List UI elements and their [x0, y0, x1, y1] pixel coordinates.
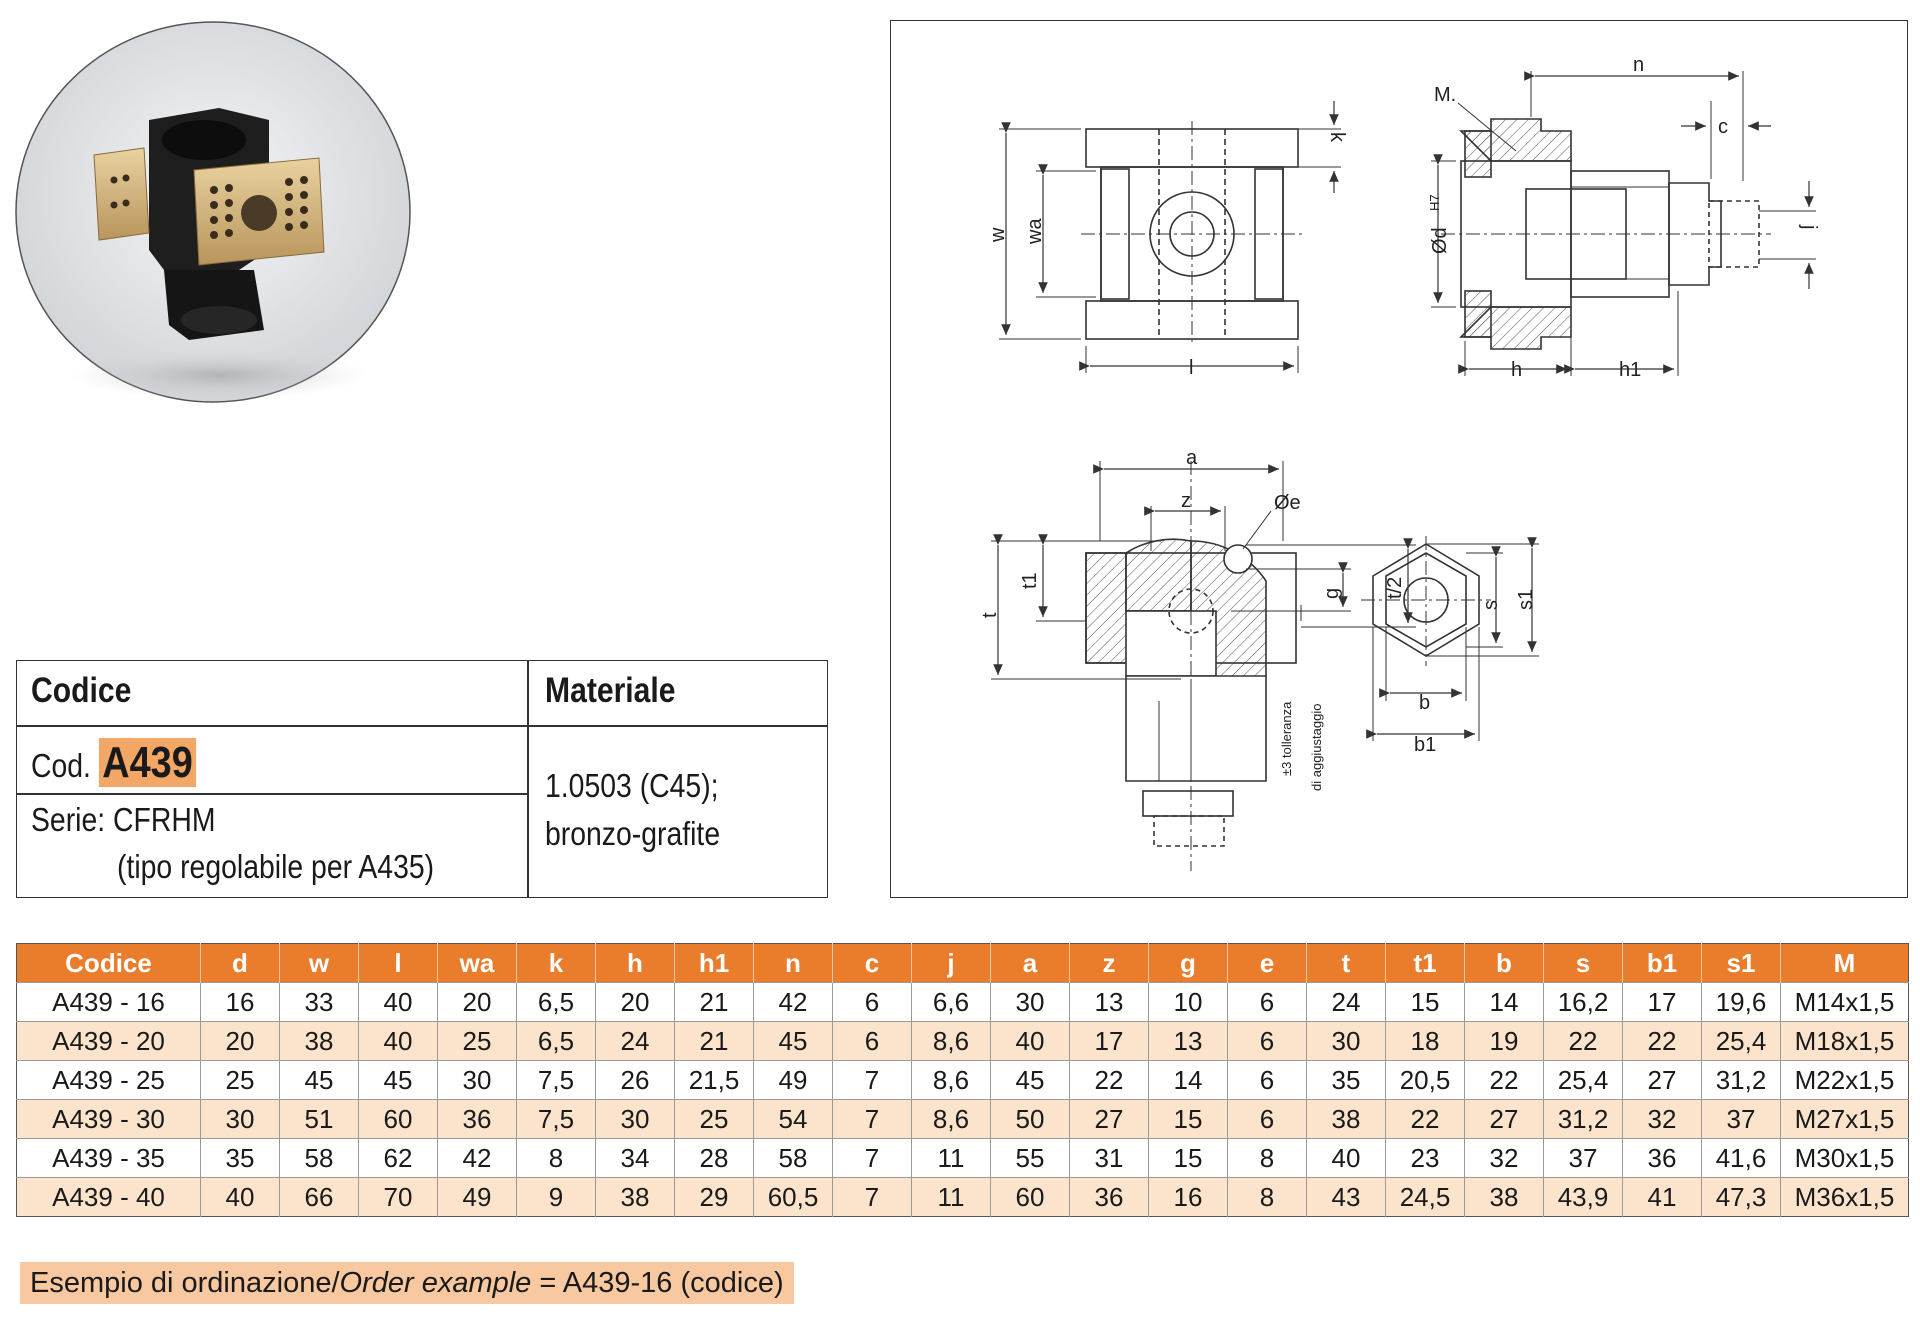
table-cell: 22 — [1386, 1100, 1465, 1139]
table-header-cell: h1 — [675, 944, 754, 983]
table-cell: 30 — [1307, 1022, 1386, 1061]
table-header-cell: M — [1781, 944, 1909, 983]
table-cell: 31 — [1070, 1139, 1149, 1178]
table-cell: 45 — [754, 1022, 833, 1061]
bottom-section-view — [991, 461, 1416, 871]
table-cell: 36 — [1623, 1139, 1702, 1178]
table-header-cell: z — [1070, 944, 1149, 983]
table-cell: 8 — [1228, 1178, 1307, 1217]
label-t1: t1 — [1019, 572, 1041, 589]
table-cell: 8,6 — [912, 1100, 991, 1139]
table-cell: 37 — [1544, 1139, 1623, 1178]
info-table — [16, 660, 828, 898]
table-cell: 60 — [991, 1178, 1070, 1217]
table-cell: 14 — [1465, 983, 1544, 1022]
table-header-cell: Codice — [17, 944, 201, 983]
table-header-cell: k — [517, 944, 596, 983]
table-header-cell: n — [754, 944, 833, 983]
table-cell: M14x1,5 — [1781, 983, 1909, 1022]
table-header-cell: b1 — [1623, 944, 1702, 983]
table-header-cell: a — [991, 944, 1070, 983]
label-tol1: ±3 tolleranza — [1279, 701, 1294, 776]
table-cell: 31,2 — [1544, 1100, 1623, 1139]
table-cell: 40 — [1307, 1139, 1386, 1178]
table-cell: 32 — [1623, 1100, 1702, 1139]
table-cell: 7,5 — [517, 1061, 596, 1100]
table-cell: A439 - 16 — [17, 983, 201, 1022]
table-cell: 45 — [359, 1061, 438, 1100]
table-cell: 41,6 — [1702, 1139, 1781, 1178]
table-cell: 27 — [1070, 1100, 1149, 1139]
table-cell: 24 — [1307, 983, 1386, 1022]
table-cell: 21,5 — [675, 1061, 754, 1100]
label-s: s — [1480, 600, 1502, 610]
table-row — [17, 1061, 1909, 1100]
table-cell: 6 — [1228, 983, 1307, 1022]
table-cell: 41 — [1623, 1178, 1702, 1217]
table-cell: 36 — [1070, 1178, 1149, 1217]
table-cell: 40 — [359, 983, 438, 1022]
table-cell: 8,6 — [912, 1022, 991, 1061]
table-cell: 8,6 — [912, 1061, 991, 1100]
table-cell: 6 — [833, 983, 912, 1022]
table-cell: 35 — [201, 1139, 280, 1178]
materiale-header: Materiale — [545, 671, 676, 710]
table-cell: 17 — [1070, 1022, 1149, 1061]
table-cell: 26 — [596, 1061, 675, 1100]
label-g: g — [1321, 587, 1343, 599]
table-cell: 25,4 — [1702, 1022, 1781, 1061]
serie-line-1: Serie: CFRHM — [31, 801, 216, 838]
label-z: z — [1181, 490, 1191, 512]
label-b1: b1 — [1414, 734, 1437, 756]
table-cell: 55 — [991, 1139, 1070, 1178]
label-w: w — [987, 227, 1009, 242]
label-m: M. — [1434, 84, 1457, 106]
label-s1: s1 — [1515, 588, 1537, 610]
table-cell: M36x1,5 — [1781, 1178, 1909, 1217]
table-cell: 30 — [596, 1100, 675, 1139]
table-header-cell: l — [359, 944, 438, 983]
table-cell: 60 — [359, 1100, 438, 1139]
table-body — [17, 983, 1909, 1217]
cod-prefix: Cod. — [31, 747, 91, 784]
table-cell: 35 — [1307, 1061, 1386, 1100]
table-cell: 30 — [201, 1100, 280, 1139]
table-cell: 21 — [675, 1022, 754, 1061]
table-cell: 49 — [754, 1061, 833, 1100]
label-d: Ød — [1429, 227, 1451, 254]
table-cell: A439 - 20 — [17, 1022, 201, 1061]
table-header-cell: j — [912, 944, 991, 983]
front-view — [999, 101, 1341, 373]
table-cell: 43 — [1307, 1178, 1386, 1217]
table-header-cell: t — [1307, 944, 1386, 983]
codice-header: Codice — [31, 671, 132, 710]
table-cell: 13 — [1149, 1022, 1228, 1061]
table-cell: 16,2 — [1544, 983, 1623, 1022]
table-row — [17, 1178, 1909, 1217]
table-cell: 18 — [1386, 1022, 1465, 1061]
label-h1: h1 — [1619, 359, 1642, 381]
table-cell: 20,5 — [1386, 1061, 1465, 1100]
table-cell: 7,5 — [517, 1100, 596, 1139]
table-cell: 47,3 — [1702, 1178, 1781, 1217]
table-cell: 7 — [833, 1061, 912, 1100]
table-cell: 8 — [517, 1139, 596, 1178]
table-cell: 45 — [991, 1061, 1070, 1100]
table-cell: 8 — [1228, 1139, 1307, 1178]
table-cell: 23 — [1386, 1139, 1465, 1178]
table-cell: 34 — [596, 1139, 675, 1178]
table-header-row — [17, 944, 1909, 983]
table-cell: 50 — [991, 1100, 1070, 1139]
table-cell: 22 — [1623, 1022, 1702, 1061]
order-italic: Order example — [339, 1267, 532, 1299]
table-cell: 7 — [833, 1178, 912, 1217]
table-cell: 30 — [991, 983, 1070, 1022]
label-c: c — [1718, 116, 1728, 138]
table-header-cell: s — [1544, 944, 1623, 983]
table-cell: 30 — [438, 1061, 517, 1100]
table-cell: 58 — [280, 1139, 359, 1178]
table-cell: 25,4 — [1544, 1061, 1623, 1100]
table-header-cell: d — [201, 944, 280, 983]
table-cell: 28 — [675, 1139, 754, 1178]
label-h: h — [1511, 359, 1523, 381]
table-cell: 36 — [438, 1100, 517, 1139]
table-cell: 31,2 — [1702, 1061, 1781, 1100]
table-header-cell: wa — [438, 944, 517, 983]
table-cell: 66 — [280, 1178, 359, 1217]
table-row — [17, 1100, 1909, 1139]
order-suffix: = A439-16 (codice) — [531, 1267, 784, 1299]
table-cell: 22 — [1070, 1061, 1149, 1100]
label-t: t — [979, 612, 1001, 618]
table-cell: 40 — [201, 1178, 280, 1217]
table-cell: 20 — [201, 1022, 280, 1061]
table-cell: 38 — [1307, 1100, 1386, 1139]
label-wa: wa — [1024, 218, 1046, 244]
table-cell: 6 — [1228, 1022, 1307, 1061]
table-cell: A439 - 30 — [17, 1100, 201, 1139]
table-cell: 15 — [1386, 983, 1465, 1022]
technical-drawing — [890, 20, 1908, 898]
table-cell: 20 — [438, 983, 517, 1022]
label-t2: t/2 — [1384, 576, 1406, 599]
label-n: n — [1633, 54, 1645, 76]
table-cell: 27 — [1623, 1061, 1702, 1100]
table-cell: 6,6 — [912, 983, 991, 1022]
table-cell: 25 — [201, 1061, 280, 1100]
table-cell: 29 — [675, 1178, 754, 1217]
table-cell: 38 — [280, 1022, 359, 1061]
table-cell: 43,9 — [1544, 1178, 1623, 1217]
table-cell: 40 — [359, 1022, 438, 1061]
table-cell: 11 — [912, 1139, 991, 1178]
table-cell: 32 — [1465, 1139, 1544, 1178]
cod-line — [31, 739, 196, 790]
table-cell: 70 — [359, 1178, 438, 1217]
table-cell: 14 — [1149, 1061, 1228, 1100]
table-cell: 37 — [1702, 1100, 1781, 1139]
table-cell: 38 — [596, 1178, 675, 1217]
table-cell: 7 — [833, 1100, 912, 1139]
material-line-2: bronzo-grafite — [545, 815, 721, 852]
label-j: j — [1798, 225, 1820, 230]
label-dh7: H7 — [1427, 194, 1442, 211]
serie-line-2: (tipo regolabile per A435) — [117, 848, 435, 885]
table-header-cell: g — [1149, 944, 1228, 983]
table-cell: 25 — [675, 1100, 754, 1139]
table-cell: 6 — [1228, 1100, 1307, 1139]
product-photo — [14, 20, 412, 404]
table-cell: 42 — [438, 1139, 517, 1178]
label-a: a — [1186, 447, 1198, 469]
order-example — [20, 1262, 794, 1304]
table-cell: 42 — [754, 983, 833, 1022]
table-cell: 20 — [596, 983, 675, 1022]
table-cell: 62 — [359, 1139, 438, 1178]
table-cell: 11 — [912, 1178, 991, 1217]
table-cell: A439 - 35 — [17, 1139, 201, 1178]
table-cell: 17 — [1623, 983, 1702, 1022]
label-tol2: di aggiustaggio — [1309, 703, 1324, 791]
table-cell: M22x1,5 — [1781, 1061, 1909, 1100]
table-cell: 51 — [280, 1100, 359, 1139]
table-cell: 25 — [438, 1022, 517, 1061]
table-cell: 27 — [1465, 1100, 1544, 1139]
table-cell: 10 — [1149, 983, 1228, 1022]
hex-view — [1361, 536, 1539, 741]
table-cell: 22 — [1544, 1022, 1623, 1061]
table-cell: 6 — [833, 1022, 912, 1061]
table-cell: 19 — [1465, 1022, 1544, 1061]
table-row — [17, 983, 1909, 1022]
table-cell: 16 — [1149, 1178, 1228, 1217]
table-cell: 22 — [1465, 1061, 1544, 1100]
table-cell: 60,5 — [754, 1178, 833, 1217]
table-cell: 9 — [517, 1178, 596, 1217]
table-header-cell: w — [280, 944, 359, 983]
table-cell: 6 — [1228, 1061, 1307, 1100]
table-row — [17, 1022, 1909, 1061]
label-e: Øe — [1274, 492, 1301, 514]
table-cell: 58 — [754, 1139, 833, 1178]
side-section-view — [1431, 71, 1816, 376]
cod-value: A439 — [99, 738, 196, 787]
table-header-cell: s1 — [1702, 944, 1781, 983]
table-cell: 38 — [1465, 1178, 1544, 1217]
table-header-cell: c — [833, 944, 912, 983]
table-cell: 19,6 — [1702, 983, 1781, 1022]
table-cell: M30x1,5 — [1781, 1139, 1909, 1178]
table-cell: A439 - 25 — [17, 1061, 201, 1100]
order-prefix: Esempio di ordinazione/ — [30, 1267, 340, 1299]
table-row — [17, 1139, 1909, 1178]
label-k: k — [1326, 132, 1348, 142]
table-header-cell: h — [596, 944, 675, 983]
table-cell: M18x1,5 — [1781, 1022, 1909, 1061]
material-line-1: 1.0503 (C45); — [545, 767, 719, 804]
dimensions-table — [16, 943, 1909, 1217]
label-b: b — [1419, 692, 1431, 714]
table-header-cell: t1 — [1386, 944, 1465, 983]
table-cell: 7 — [833, 1139, 912, 1178]
table-cell: 6,5 — [517, 1022, 596, 1061]
table-cell: 45 — [280, 1061, 359, 1100]
table-cell: 15 — [1149, 1139, 1228, 1178]
table-cell: 40 — [991, 1022, 1070, 1061]
table-cell: A439 - 40 — [17, 1178, 201, 1217]
table-cell: M27x1,5 — [1781, 1100, 1909, 1139]
label-l: l — [1189, 357, 1194, 379]
table-header-cell: e — [1228, 944, 1307, 983]
table-cell: 33 — [280, 983, 359, 1022]
table-cell: 21 — [675, 983, 754, 1022]
table-cell: 16 — [201, 983, 280, 1022]
table-header-cell: b — [1465, 944, 1544, 983]
table-cell: 13 — [1070, 983, 1149, 1022]
table-cell: 15 — [1149, 1100, 1228, 1139]
table-cell: 54 — [754, 1100, 833, 1139]
table-cell: 24,5 — [1386, 1178, 1465, 1217]
table-cell: 49 — [438, 1178, 517, 1217]
table-cell: 24 — [596, 1022, 675, 1061]
table-cell: 6,5 — [517, 983, 596, 1022]
